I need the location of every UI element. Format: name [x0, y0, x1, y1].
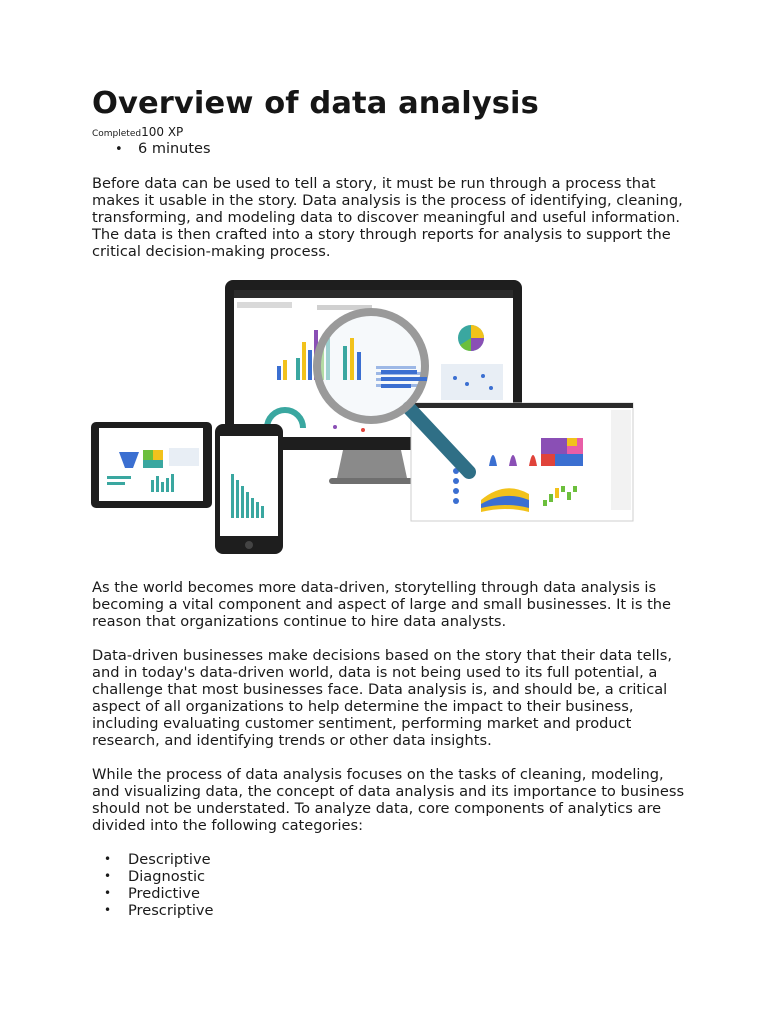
phone-icon — [215, 424, 283, 554]
paragraph-data-driven-businesses: Data-driven businesses make decisions based on the story that their data tells, and in today's data-driven world, data is not being used to its full potential, a challenge that most businesses face. Data analysis is, and should be, a critical aspect of all organizations to help determine the impact to their business, including evaluating customer sentiment, performing market and product research, and identifying trends or other data insights. — [92, 647, 672, 749]
duration-item: • 6 minutes — [92, 141, 692, 158]
module-meta — [92, 124, 692, 141]
paragraph-data-driven-world: As the world becomes more data-driven, storytelling through data analysis is becoming a vital component and aspect of large and small businesses. It is the reason that organizations continue to hire data analysts. — [92, 579, 672, 630]
devices-illustration — [91, 280, 643, 562]
category-predictive: • Predictive — [92, 885, 692, 902]
completion-status: Completed — [92, 129, 142, 139]
data-analysis-illustration — [91, 280, 643, 562]
tablet-icon — [91, 422, 212, 508]
page-title: Overview of data analysis — [92, 86, 539, 121]
article — [92, 86, 692, 919]
category-prescriptive: • Prescriptive — [92, 902, 692, 919]
xp-badge: 100 XP — [141, 125, 184, 139]
category-descriptive: • Descriptive — [92, 851, 692, 868]
analytics-category-list — [92, 851, 692, 919]
paragraph-intro: Before data can be used to tell a story, it must be run through a process that makes it usable in the story. Data analysis is the process of identifying, cleaning, transforming, and modeling data to discover meaningful and useful information. The data is then crafted into a story through reports for analysis to support the critical decision-making process. — [92, 175, 683, 260]
report-window-icon — [411, 403, 633, 521]
category-diagnostic: • Diagnostic — [92, 868, 692, 885]
paragraph-analytics-components: While the process of data analysis focuses on the tasks of cleaning, modeling, and visualizing data, the concept of data analysis and its importance to business should not be understated. To analyze data, core components of analytics are divided into the following categories: — [92, 766, 685, 834]
duration-list — [92, 141, 692, 158]
